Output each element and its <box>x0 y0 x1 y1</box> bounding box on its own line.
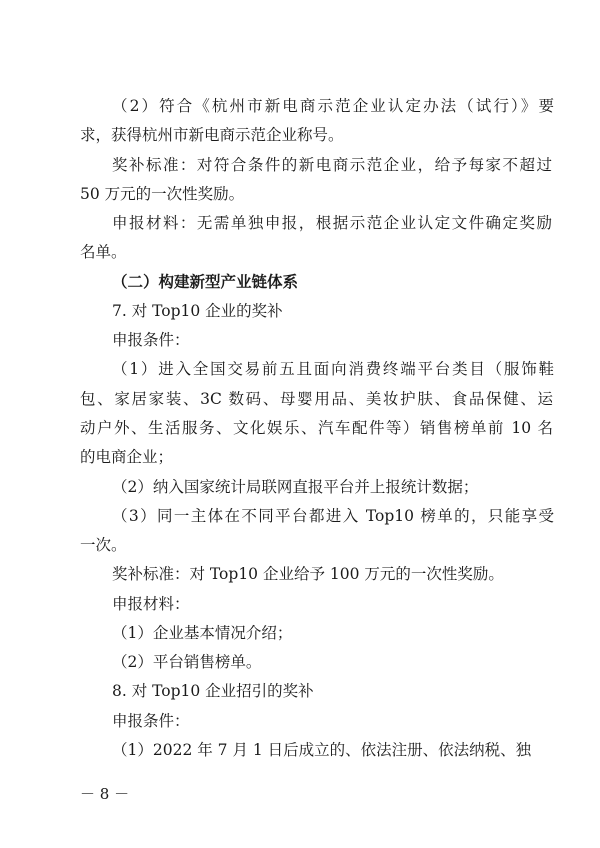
page-number: － 8 － <box>80 785 130 803</box>
text-line: 奖补标准：对 Top10 企业给予 100 万元的一次性奖励。 <box>112 565 504 584</box>
text-line: （1）2022 年 7 月 1 日后成立的、依法注册、依法纳税、独 <box>112 741 532 759</box>
text-line: （1）企业基本情况介绍； <box>112 623 293 642</box>
text-line: 奖补标准：对符合条件的新电商示范企业，给予每家不超过 <box>112 155 552 174</box>
text-line: 申报材料： <box>112 594 190 613</box>
text-line: （2）平台销售榜单。 <box>112 653 262 672</box>
text-line: 申报条件： <box>112 331 190 350</box>
text-line: 申报材料：无需单独申报，根据示范企业认定文件确定奖励 <box>112 214 552 233</box>
section-heading: （二）构建新型产业链体系 <box>112 271 299 291</box>
subsection-heading: 7. 对 Top10 企业的奖补 <box>112 301 283 320</box>
text-line: 的电商企业； <box>80 448 174 467</box>
subsection-heading: 8. 对 Top10 企业招引的奖补 <box>112 682 314 701</box>
text-line: 名单。 <box>80 243 127 262</box>
text-line: 动户外、生活服务、文化娱乐、汽车配件等）销售榜单前 10 名 <box>80 419 553 437</box>
text-line: （1）进入全国交易前五且面向消费终端平台类目（服饰鞋 <box>112 360 554 379</box>
text-line: 包、家居家装、3C 数码、母婴用品、美妆护肤、食品保健、运 <box>80 389 553 408</box>
text-line: 50 万元的一次性奖励。 <box>80 184 245 203</box>
text-line: 求，获得杭州市新电商示范企业称号。 <box>80 126 344 145</box>
text-line: （2）符合《杭州市新电商示范企业认定办法（试行）》要 <box>112 97 554 115</box>
text-line: 一次。 <box>80 536 127 555</box>
text-line: （2）纳入国家统计局联网直报平台并上报统计数据； <box>112 477 479 496</box>
text-line: 申报条件： <box>112 711 190 730</box>
text-line: （3）同一主体在不同平台都进入 Top10 榜单的，只能享受 <box>112 506 554 525</box>
